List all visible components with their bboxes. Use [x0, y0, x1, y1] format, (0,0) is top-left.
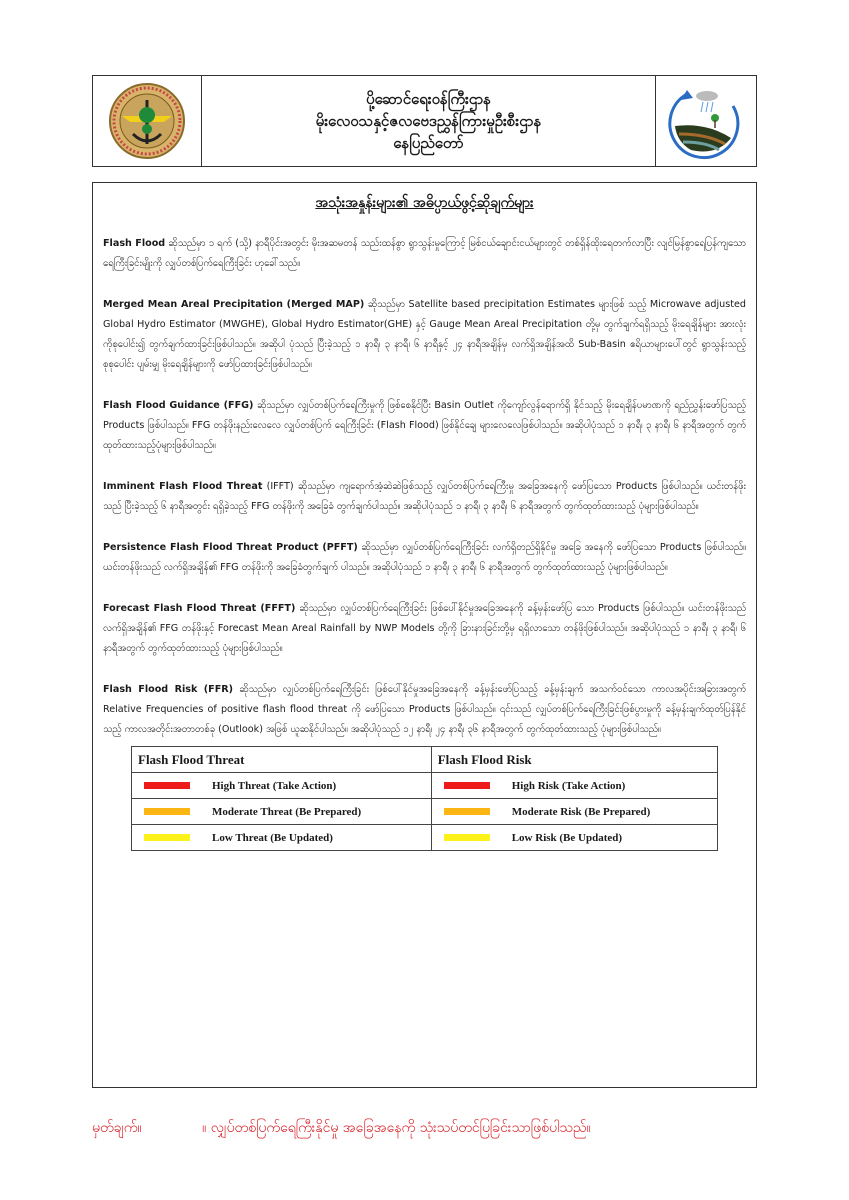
moderate-color-swatch	[144, 808, 190, 815]
high-color-swatch	[444, 782, 490, 789]
term: Forecast Flash Flood Threat (FFFT)	[103, 603, 296, 614]
definition-flash-flood	[103, 234, 746, 274]
definition-pfft	[103, 538, 746, 578]
risk-cell	[431, 773, 717, 799]
definition-text: ဆိုသည်မှာ လျှပ်တစ်ပြက်ရေကြီးခြင်း လက်ရှိတည်ရှိနိုင်မှု အခြေ အနေကို ဖော်ပြသော Products ဖြစ်ပါသည်။ ယင်းတန်ဖိုးသည် လက်ရှိအချိန်၏ FFG တန်ဖိုးကို အခြေခံတွက်ချက် ပါသည်။ အဆိုပါပုံသည် ၁ နာရီ၊ ၃ နာရီ၊ ၆ နာရီအတွက် တွက်ထုတ်ထားသည့် ပုံများဖြစ်ပါသည်။	[103, 542, 746, 573]
definition-text: ဆိုသည်မှာ Satellite based precipitation Estimates များဖြစ် သည့် Microwave adjusted Global Hydro Estimator (MWGHE), Global Hydro Estimator(GHE) နှင့် Gauge Mean Areal Precipitation တို့မှ တွက်ချက်ရရှိသည့် မိုးရေချိန်များ အားလုံးကိုစုပေါင်း၍ တွက်ချက်ထားခြင်းဖြစ်ပါသည်။ အဆိုပါ ပုံသည် ပြီးခဲ့သည့် ၁ နာရီ၊ ၃ နာရီ၊ ၆ နာရီနှင့် ၂၄ နာရီအချိန်မှ လက်ရှိအချိန်အထိ Sub-Basin ဧရိယာများပေါ်တွင် ရွာသွန်းသည့် စုစုပေါင်း ပျမ်းမျှ မိုးရေချိန်များကို ဖော်ပြထားခြင်းဖြစ်ပါသည်။	[103, 299, 746, 370]
footnote-text: ။ လျှပ်တစ်ပြက်ရေကြီးနိုင်မှု အခြေအနေကို သုံးသပ်တင်ပြခြင်းသာဖြစ်ပါသည်။	[202, 1120, 591, 1136]
risk-cell	[431, 799, 717, 825]
moderate-color-swatch	[444, 808, 490, 815]
low-color-swatch	[444, 834, 490, 841]
definitions-box	[92, 182, 757, 1088]
definition-text: (IFFT) ဆိုသည်မှာ ကျရောက်အံ့ဆဲဆဲဖြစ်သည့် လျှပ်တစ်ပြက်ရေကြီးမှု အခြေအနေကို ဖော်ပြသော Products ဖြစ်ပါသည်။ ယင်းတန်ဖိုးသည် ပြီးခဲ့သည့် ၆ နာရီအတွင်း ရရှိခဲ့သည့် FFG တန်ဖိုးကို အခြေခံ တွက်ချက်ပါသည်။ အဆိုပါပုံသည် ၁ နာရီ၊ ၃ နာရီ၊ ၆ နာရီအတွက် တွက်ထုတ်ထားသည့် ပုံများဖြစ်ပါသည်။	[103, 481, 746, 512]
threat-cell	[132, 825, 432, 851]
hydrological-cycle-icon	[667, 82, 745, 160]
header-box	[92, 75, 757, 167]
threat-label: Low Threat (Be Updated)	[212, 831, 333, 844]
term: Flash Flood Guidance (FFG)	[103, 400, 254, 411]
definition-ifft	[103, 477, 746, 517]
definition-ffg	[103, 396, 746, 456]
low-color-swatch	[144, 834, 190, 841]
definition-text: ဆိုသည်မှာ လျှပ်တစ်ပြက်ရေကြီးခြင်း ဖြစ်ပေါ်နိုင်မှုအခြေအနေကို ခန့်မှန်းဖော်ပြ သော Products ဖြစ်ပါသည်။ ယင်းတန်ဖိုးသည် လက်ရှိအချိန်၏ FFG တန်ဖိုးနှင့် Forecast Mean Areal Rainfall by NWP Models တို့ကို ခြားနားခြင်းတို့မှ ရရှိလာသော တန်ဖိုးဖြစ်ပါသည်။ အဆိုပါပုံသည် ၁ နာရီ၊ ၃ နာရီ၊ ၆ နာရီအတွက် တွက်ထုတ်ထားသည့် ပုံများဖြစ်ပါသည်။	[103, 603, 746, 654]
risk-cell	[431, 825, 717, 851]
footnote-label: မှတ်ချက်။	[92, 1120, 142, 1136]
high-color-swatch	[144, 782, 190, 789]
risk-label: Moderate Risk (Be Prepared)	[511, 805, 651, 818]
legend-table	[131, 746, 718, 851]
term: Flash Flood Risk (FFR)	[103, 684, 234, 695]
legend-row-moderate	[132, 799, 718, 825]
term: Persistence Flash Flood Threat Product (PFFT)	[103, 542, 358, 553]
definition-merged-map	[103, 295, 746, 375]
term: Flash Flood	[103, 238, 166, 249]
legend-row-low	[132, 825, 718, 851]
threat-label: Moderate Threat (Be Prepared)	[212, 805, 362, 818]
left-logo-cell	[93, 76, 202, 166]
definition-text: ဆိုသည်မှာ ၁ ရက် (သို့) နာရီပိုင်းအတွင်း မိုးအဆမတန် သည်းထန်စွာ ရွာသွန်းမှုကြောင့် မြစ်ငယ်ချောင်းငယ်များတွင် တစ်ရှိန်ထိုးရေတက်လာပြီး လျင်မြန်စွာရေပြန်ကျသော ရေကြီးခြင်းမျိုးကို လျှပ်တစ်ပြက်ရေကြီးခြင်း ဟုခေါ်သည်။	[103, 238, 746, 269]
threat-column-header: Flash Flood Threat	[132, 747, 432, 773]
term: Merged Mean Areal Precipitation (Merged MAP)	[103, 299, 365, 310]
right-logo-cell	[655, 76, 756, 166]
definition-text: ဆိုသည်မှာ လျှပ်တစ်ပြက်ရေကြီးမှုကို ဖြစ်စေနိုင်ပြီး Basin Outlet ကိုကျော်လွန်ရောက်ရှိ နိုင်သည့် မိုးရေချိန်ပမာဏကို ရည်ညွှန်းဖော်ပြသည့် Products ဖြစ်ပါသည်။ FFG တန်ဖိုးနည်းလေလေ လျှပ်တစ်ပြက် ရေကြီးခြင်း (Flash Flood) ဖြစ်နိုင်ချေ များလေလေဖြစ်ပါသည်။ အဆိုပါပုံသည် ၁ နာရီ၊ ၃ နာရီ၊ ၆ နာရီအတွက် တွက် ထုတ်ထားသည့်ပုံများဖြစ်ပါသည်။	[103, 400, 746, 451]
ministry-name: ပို့ဆောင်ရေးဝန်ကြီးဌာန	[365, 90, 492, 108]
threat-cell	[132, 799, 432, 825]
definition-text: ဆိုသည်မှာ လျှပ်တစ်ပြက်ရေကြီးခြင်း ဖြစ်ပေါ်နိုင်မှုအခြေအနေကို ခန့်မှန်းဖော်ပြသည့် ခန့်မှန်းချက် အသက်ဝင်သော ကာလအပိုင်းအခြားအတွက် Relative Frequencies of positive flash flood threat ကို ဖော်ပြသော Products ဖြစ်ပါသည်။ ၎င်းသည် လျှပ်တစ်ပြက်ရေကြီးခြင်းဖြစ်ပွားမှုကို ခန့်မှန်းချက်ထုတ်ပြန်နိုင်သည့် ကာလအတိုင်းအတာတစ်ခု (Outlook) အဖြစ် ယူဆနိုင်ပါသည်။ အဆိုပါပုံသည် ၁၂ နာရီ၊ ၂၄ နာရီ၊ ၃၆ နာရီအတွက် တွက်ထုတ်ထားသည့် ပုံများဖြစ်ပါသည်။	[103, 684, 746, 735]
risk-label: High Risk (Take Action)	[511, 779, 626, 792]
threat-label: High Threat (Take Action)	[212, 779, 337, 792]
definition-ffft	[103, 599, 746, 659]
legend-header-row	[132, 747, 718, 773]
risk-column-header: Flash Flood Risk	[431, 747, 717, 773]
risk-label: Low Risk (Be Updated)	[511, 831, 623, 844]
location-name: နေပြည်တော်	[393, 134, 464, 152]
threat-cell	[132, 773, 432, 799]
legend-row-high	[132, 773, 718, 799]
header-titles	[202, 76, 655, 166]
definition-ffr	[103, 680, 746, 740]
definitions-title: အသုံးအနှုန်းများ၏ အဓိပ္ပာယ်ဖွင့်ဆိုချက်များ	[315, 195, 534, 211]
ministry-emblem-icon	[108, 82, 186, 160]
department-name: မိုးလေဝသနှင့်ဇလဗေဒညွှန်ကြားမှုဦးစီးဌာန	[315, 112, 542, 130]
term: Imminent Flash Flood Threat	[103, 481, 263, 492]
footnote	[92, 1118, 772, 1139]
